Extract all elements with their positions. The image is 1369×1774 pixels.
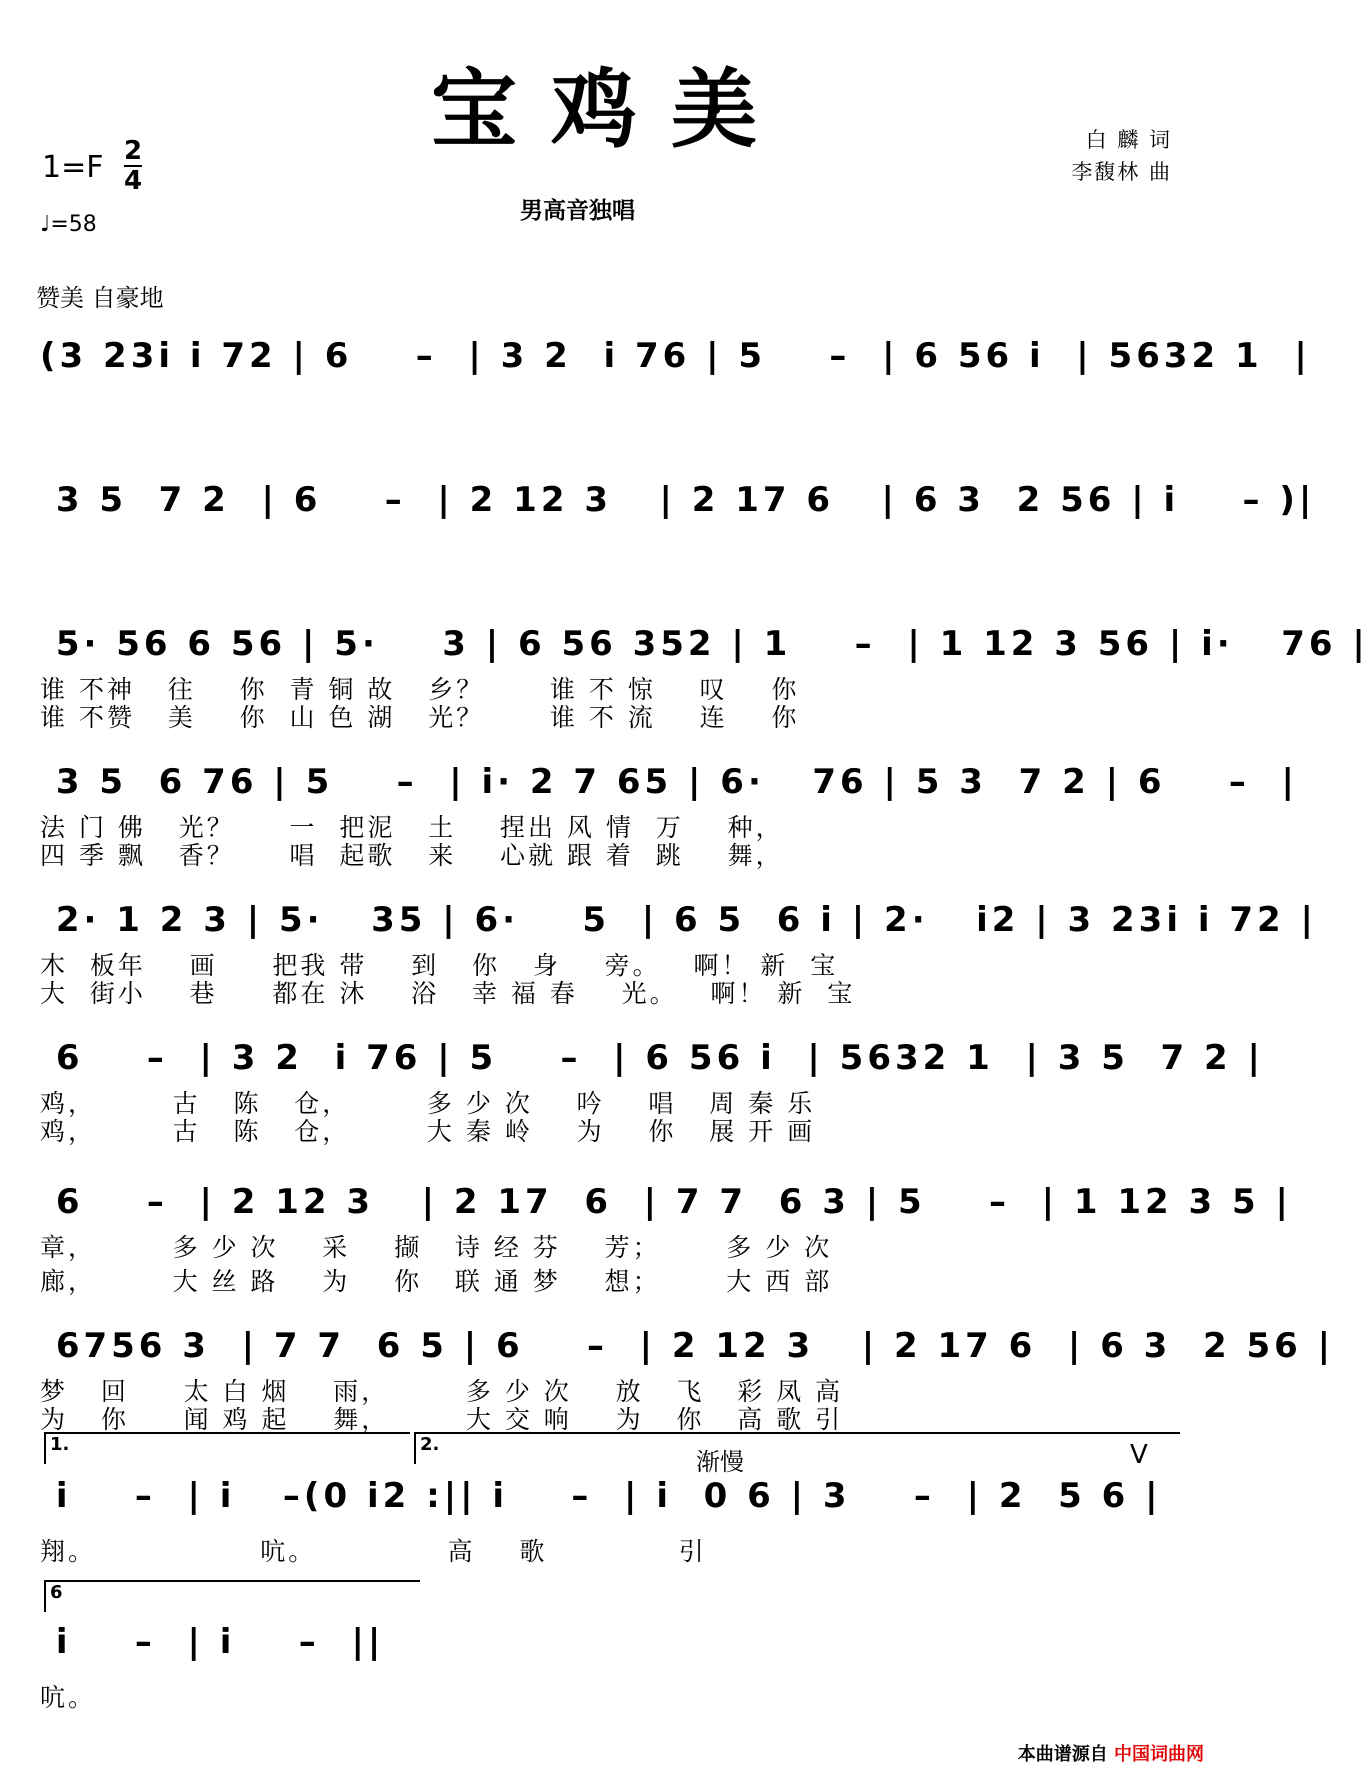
page-title: 宝鸡美 (431, 59, 791, 160)
notes: 6756 3 | 7 7 6 5 | 6 – | 2 12 3 | 2 17 6 | 6 3 2 56 | (40, 1326, 1335, 1366)
score-line-10 (40, 1616, 1180, 1712)
ritardando-mark: 渐慢 (696, 1448, 744, 1476)
notes: 6 – | 3 2 i 76 | 5 – | 6 56 i | 5632 1 | 3 5 7 2 | (40, 1038, 1264, 1078)
breath-mark: V (1130, 1440, 1148, 1470)
score-line-6 (40, 1032, 1264, 1146)
notes: i – | i – || (40, 1622, 385, 1662)
second-ending-bracket (414, 1432, 1180, 1464)
meter-top: 2 (124, 136, 143, 166)
meter-bottom: 4 (124, 166, 143, 196)
tempo-marking: ♩=58 (40, 212, 97, 237)
footer-source: 本曲谱源自 (1017, 1744, 1108, 1765)
lyrics-verse-1: 章， 多 少 次 采 撷 诗 经 芬 芳； 多 少 次 (40, 1233, 833, 1262)
footer-credit (1018, 1740, 1204, 1766)
score-line-8 (40, 1320, 1335, 1434)
score-line-2 (40, 474, 1316, 554)
lyrics-verse-1: 法 门 佛 光？ 一 把泥 土 捏出 风 情 万 种， (40, 813, 784, 842)
lyrics-verse-2: 廊， 大 丝 路 为 你 联 通 梦 想； 大 西 部 (40, 1267, 833, 1296)
notes: 2· 1 2 3 | 5· 35 | 6· 5 | 6 5 6 i | 2· i2 | 3 23i i 72 | (40, 900, 1317, 940)
performance-note: 男高音独唱 (520, 198, 635, 224)
notes: 3 5 6 76 | 5 – | i· 2 7 65 | 6· 76 | 5 3 7 2 | 6 – | (40, 762, 1298, 802)
notes: 6 – | 2 12 3 | 2 17 6 | 7 7 6 3 | 5 – | 1 12 3 5 | (40, 1182, 1292, 1222)
lyrics-verse-2: 四 季 飘 香？ 唱 起歌 来 心就 跟 着 跳 舞， (40, 841, 784, 870)
lyrics-verse-1: 谁 不神 往 你 青 铜 故 乡？ 谁 不 惊 叹 你 (40, 675, 800, 704)
time-signature (124, 138, 142, 194)
lyrics-verse-2: 鸡， 古 陈 仓， 大 秦 岭 为 你 展 开 画 (40, 1117, 816, 1146)
notes: (3 23i i 72 | 6 – | 3 2 i 76 | 5 – | 6 56 i | 5632 1 | (40, 336, 1311, 376)
score-line-3 (40, 618, 1369, 732)
lyrics-verse-1: 翔。 吭。 高 歌 引 (40, 1537, 707, 1566)
key-signature: 1=F (42, 150, 104, 185)
lyrics-verse-1: 梦 回 太 白 烟 雨， 多 少 次 放 飞 彩 凤 高 (40, 1377, 844, 1406)
composer-credit: 李馥林 曲 (1071, 160, 1172, 184)
notes: 3 5 7 2 | 6 – | 2 12 3 | 2 17 6 | 6 3 2 56 | i – )| (40, 480, 1316, 520)
volta-1-label: 1. (50, 1434, 70, 1455)
score-line-5 (40, 894, 1317, 1008)
coda-label: 6 (50, 1582, 63, 1603)
lyricist-credit: 白 麟 词 (1085, 128, 1172, 152)
lyrics-verse-1: 吭。 (40, 1683, 97, 1712)
first-ending-bracket (44, 1432, 410, 1464)
lyrics-verse-2: 为 你 闻 鸡 起 舞， 大 交 响 为 你 高 歌 引 (40, 1405, 844, 1434)
lyrics-verse-1: 鸡， 古 陈 仓， 多 少 次 吟 唱 周 秦 乐 (40, 1089, 816, 1118)
score-line-9 (40, 1470, 1180, 1566)
score-line-1 (40, 330, 1311, 410)
coda-bracket (44, 1580, 420, 1612)
notes: i – | i –(0 i2 :|| i – | i 0 6 | 3 – | 2 5 6 | (40, 1476, 1162, 1516)
lyrics-verse-1: 木 板年 画 把我 带 到 你 身 旁。 啊！ 新 宝 (40, 951, 839, 980)
score-line-4 (40, 756, 1298, 870)
score-line-7 (40, 1176, 1292, 1296)
lyrics-verse-2: 大 街小 巷 都在 沐 浴 幸 福 春 光。 啊！ 新 宝 (40, 979, 856, 1008)
expression-marking: 赞美 自豪地 (36, 284, 164, 312)
footer-site-link[interactable]: 中国词曲网 (1114, 1744, 1204, 1765)
lyrics-verse-2: 谁 不赞 美 你 山 色 湖 光？ 谁 不 流 连 你 (40, 703, 800, 732)
volta-2-label: 2. (420, 1434, 440, 1455)
notes: 5· 56 6 56 | 5· 3 | 6 56 352 | 1 – | 1 12 3 56 | i· 76 | (40, 624, 1369, 664)
